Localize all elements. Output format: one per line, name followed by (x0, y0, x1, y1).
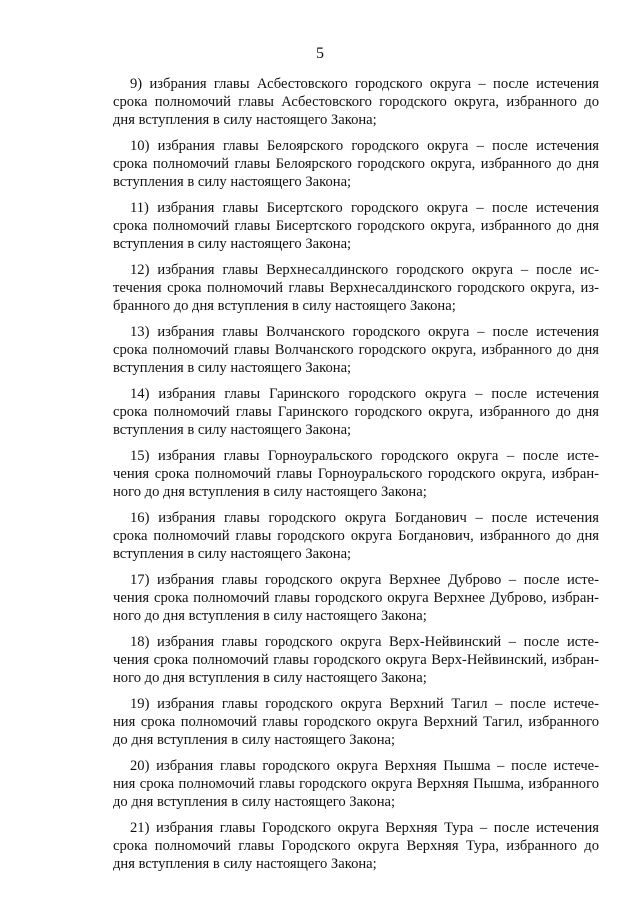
paragraph-line: 13) избрания главы Волчанского городского округа – после истечения (130, 324, 599, 340)
paragraph-line: дня вступления в силу настоящего Закона; (113, 856, 377, 872)
paragraph-line: срока полномочий главы Белоярского городского округа, избранного до дня (113, 156, 599, 172)
paragraph-line: 19) избрания главы городского округа Верхний Тагил – после истече- (130, 696, 599, 712)
document-body (113, 75, 599, 881)
paragraph-line: 11) избрания главы Бисертского городского округа – после истечения (130, 200, 599, 216)
paragraph-line: чения срока полномочий главы городского округа Верхнее Дуброво, избран- (113, 590, 599, 606)
paragraph-line: ного до дня вступления в силу настоящего Закона; (113, 484, 427, 500)
paragraph-line: ния срока полномочий главы городского округа Верхний Тагил, избранного (113, 714, 599, 730)
paragraph-line: чения срока полномочий главы городского округа Верх-Нейвинский, избран- (113, 652, 599, 668)
list-item (113, 75, 599, 129)
paragraph-line: ния срока полномочий главы городского округа Верхняя Пышма, избранного (113, 776, 599, 792)
paragraph-line: 20) избрания главы городского округа Верхняя Пышма – после истече- (130, 758, 599, 774)
paragraph-line: вступления в силу настоящего Закона; (113, 360, 352, 376)
page-number: 5 (316, 45, 324, 62)
list-item (113, 695, 599, 749)
paragraph-line: 21) избрания главы Городского округа Верхняя Тура – после истечения (130, 820, 599, 836)
paragraph-line: чения срока полномочий главы Горноуральского городского округа, избран- (113, 466, 599, 482)
paragraph-line: 17) избрания главы городского округа Верхнее Дуброво – после исте- (130, 572, 599, 588)
paragraph-line: срока полномочий главы городского округа Богданович, избранного до дня (113, 528, 599, 544)
paragraph-line: течения срока полномочий главы Верхнесалдинского городского округа, из- (113, 280, 599, 296)
list-item (113, 633, 599, 687)
list-item (113, 757, 599, 811)
paragraph-line: 14) избрания главы Гаринского городского округа – после истечения (130, 386, 599, 402)
paragraph-line: дня вступления в силу настоящего Закона; (113, 112, 377, 128)
list-item (113, 571, 599, 625)
paragraph-line: до дня вступления в силу настоящего Закона; (113, 732, 396, 748)
paragraph-line: 12) избрания главы Верхнесалдинского городского округа – после ис- (130, 262, 599, 278)
paragraph-line: ного до дня вступления в силу настоящего Закона; (113, 608, 427, 624)
paragraph-line: вступления в силу настоящего Закона; (113, 236, 352, 252)
paragraph-line: ного до дня вступления в силу настоящего Закона; (113, 670, 427, 686)
paragraph-line: 10) избрания главы Белоярского городского округа – после истечения (130, 138, 599, 154)
paragraph-line: срока полномочий главы Гаринского городского округа, избранного до дня (113, 404, 599, 420)
paragraph-line: вступления в силу настоящего Закона; (113, 546, 352, 562)
paragraph-line: срока полномочий главы Городского округа Верхняя Тура, избранного до (113, 838, 599, 854)
paragraph-line: 18) избрания главы городского округа Верх-Нейвинский – после исте- (130, 634, 599, 650)
paragraph-line: вступления в силу настоящего Закона; (113, 174, 352, 190)
paragraph-line: срока полномочий главы Волчанского городского округа, избранного до дня (113, 342, 599, 358)
paragraph-line: до дня вступления в силу настоящего Закона; (113, 794, 396, 810)
list-item (113, 447, 599, 501)
paragraph-line: 15) избрания главы Горноуральского городского округа – после исте- (130, 448, 599, 464)
list-item (113, 385, 599, 439)
paragraph-line: срока полномочий главы Бисертского городского округа, избранного до дня (113, 218, 599, 234)
list-item (113, 137, 599, 191)
list-item (113, 323, 599, 377)
list-item (113, 199, 599, 253)
paragraph-line: 9) избрания главы Асбестовского городского округа – после истечения (130, 76, 599, 92)
list-item (113, 509, 599, 563)
paragraph-line: вступления в силу настоящего Закона; (113, 422, 352, 438)
list-item (113, 261, 599, 315)
list-item (113, 819, 599, 873)
paragraph-line: 16) избрания главы городского округа Богданович – после истечения (130, 510, 599, 526)
paragraph-line: бранного до дня вступления в силу настоящего Закона; (113, 298, 456, 314)
paragraph-line: срока полномочий главы Асбестовского городского округа, избранного до (113, 94, 599, 110)
